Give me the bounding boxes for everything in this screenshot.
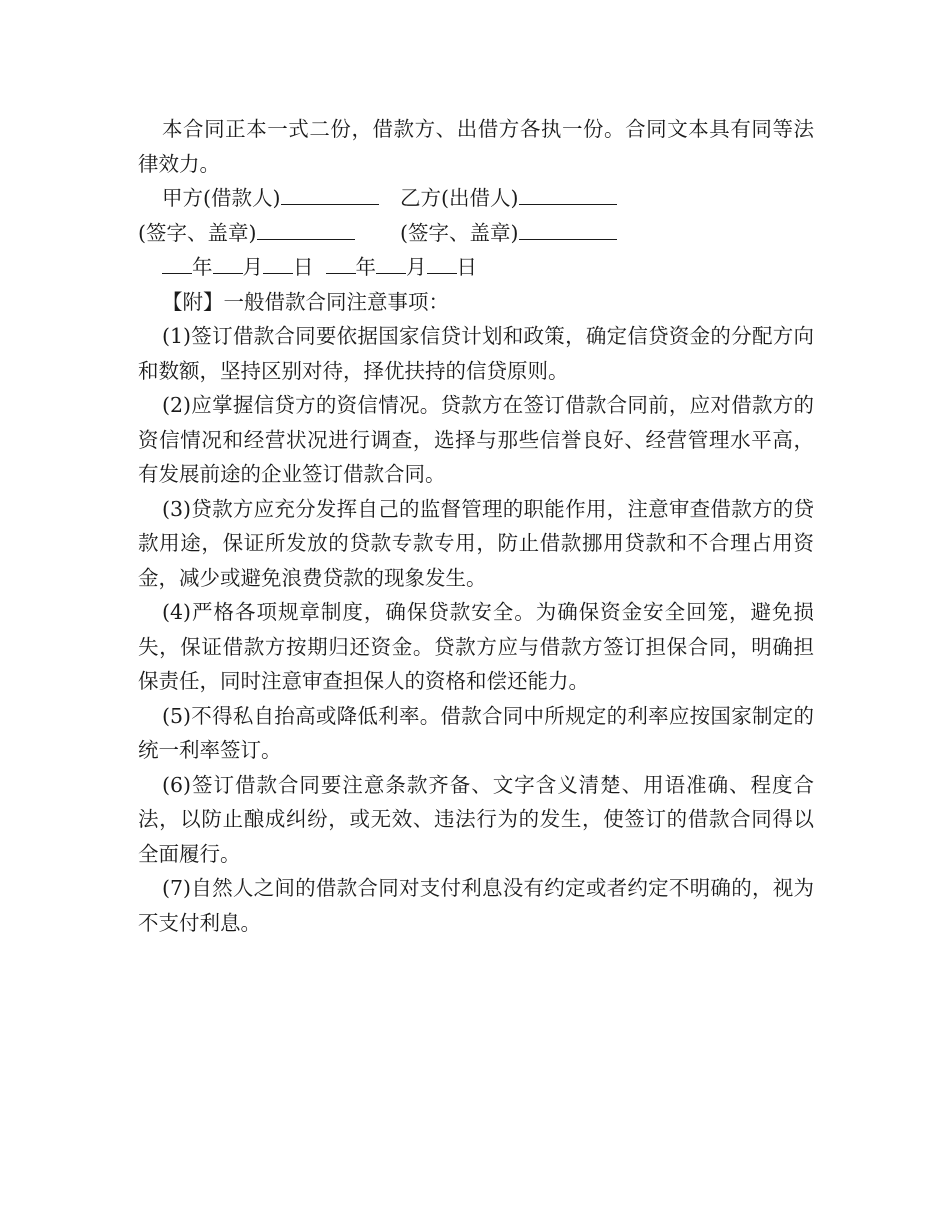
date-a-month-label: 月 <box>242 255 263 279</box>
appendix-item: (5)不得私自抬高或降低利率。借款合同中所规定的利率应按国家制定的统一利率签订。 <box>138 703 814 762</box>
appendix-item: (2)应掌握信贷方的资信情况。贷款方在签订借款合同前，应对借款方的资信情况和经营状况进行调查，选择与那些信誉良好、经营管理水平高，有发展前途的企业签订借款合同。 <box>138 393 814 486</box>
signature-party-row <box>138 181 814 216</box>
date-b-month-label: 月 <box>406 255 427 279</box>
date-b-year-blank <box>326 251 356 274</box>
party-b-label: 乙方(出借人) <box>400 186 519 210</box>
party-a-label: 甲方(借款人) <box>162 186 281 210</box>
signature-date-row <box>138 250 814 285</box>
copies-clause: 本合同正本一式二份，借款方、出借方各执一份。合同文本具有同等法律效力。 <box>138 117 814 176</box>
date-a-day-label: 日 <box>293 255 314 279</box>
party-a-blank <box>281 182 379 205</box>
date-b-day-label: 日 <box>456 255 477 279</box>
seal-a-label: (签字、盖章) <box>138 220 257 245</box>
party-a-cell <box>162 181 400 216</box>
appendix-item: (7)自然人之间的借款合同对支付利息没有约定或者约定不明确的，视为不支付利息。 <box>138 876 814 935</box>
date-b-year-label: 年 <box>355 255 376 279</box>
appendix-item: (1)签订借款合同要依据国家信贷计划和政策，确定信贷资金的分配方向和数额，坚持区别对待，择优扶持的信贷原则。 <box>138 324 814 383</box>
document-page <box>138 112 814 940</box>
date-b-month-blank <box>376 251 406 274</box>
date-a-year-label: 年 <box>192 255 213 279</box>
party-b-blank <box>519 182 617 205</box>
date-a-year-blank <box>162 251 192 274</box>
appendix-item: (3)贷款方应充分发挥自己的监督管理的职能作用，注意审查借款方的贷款用途，保证所发放的贷款专款专用，防止借款挪用贷款和不合理占用资金，减少或避免浪费贷款的现象发生。 <box>138 496 814 590</box>
appendix-item: (6)签订借款合同要注意条款齐备、文字含义清楚、用语准确、程度合法，以防止酿成纠纷，或无效、违法行为的发生，使签订的借款合同得以全面履行。 <box>138 772 814 866</box>
appendix-heading: 【附】一般借款合同注意事项： <box>162 289 449 314</box>
date-b-day-blank <box>427 251 457 274</box>
date-a <box>162 250 314 285</box>
seal-a-cell <box>138 216 400 251</box>
date-a-day-blank <box>263 251 293 274</box>
seal-b-cell <box>400 216 617 251</box>
seal-b-label: (签字、盖章) <box>400 220 519 245</box>
appendix-item: (4)严格各项规章制度，确保贷款安全。为确保资金安全回笼，避免损失，保证借款方按期归还资金。贷款方应与借款方签订担保合同，明确担保责任，同时注意审查担保人的资格和偿还能力。 <box>138 600 814 693</box>
party-b-cell <box>400 181 617 216</box>
signature-seal-row <box>138 216 814 251</box>
date-b <box>326 250 478 285</box>
date-a-month-blank <box>213 251 243 274</box>
seal-a-blank <box>257 217 355 240</box>
seal-b-blank <box>519 217 617 240</box>
